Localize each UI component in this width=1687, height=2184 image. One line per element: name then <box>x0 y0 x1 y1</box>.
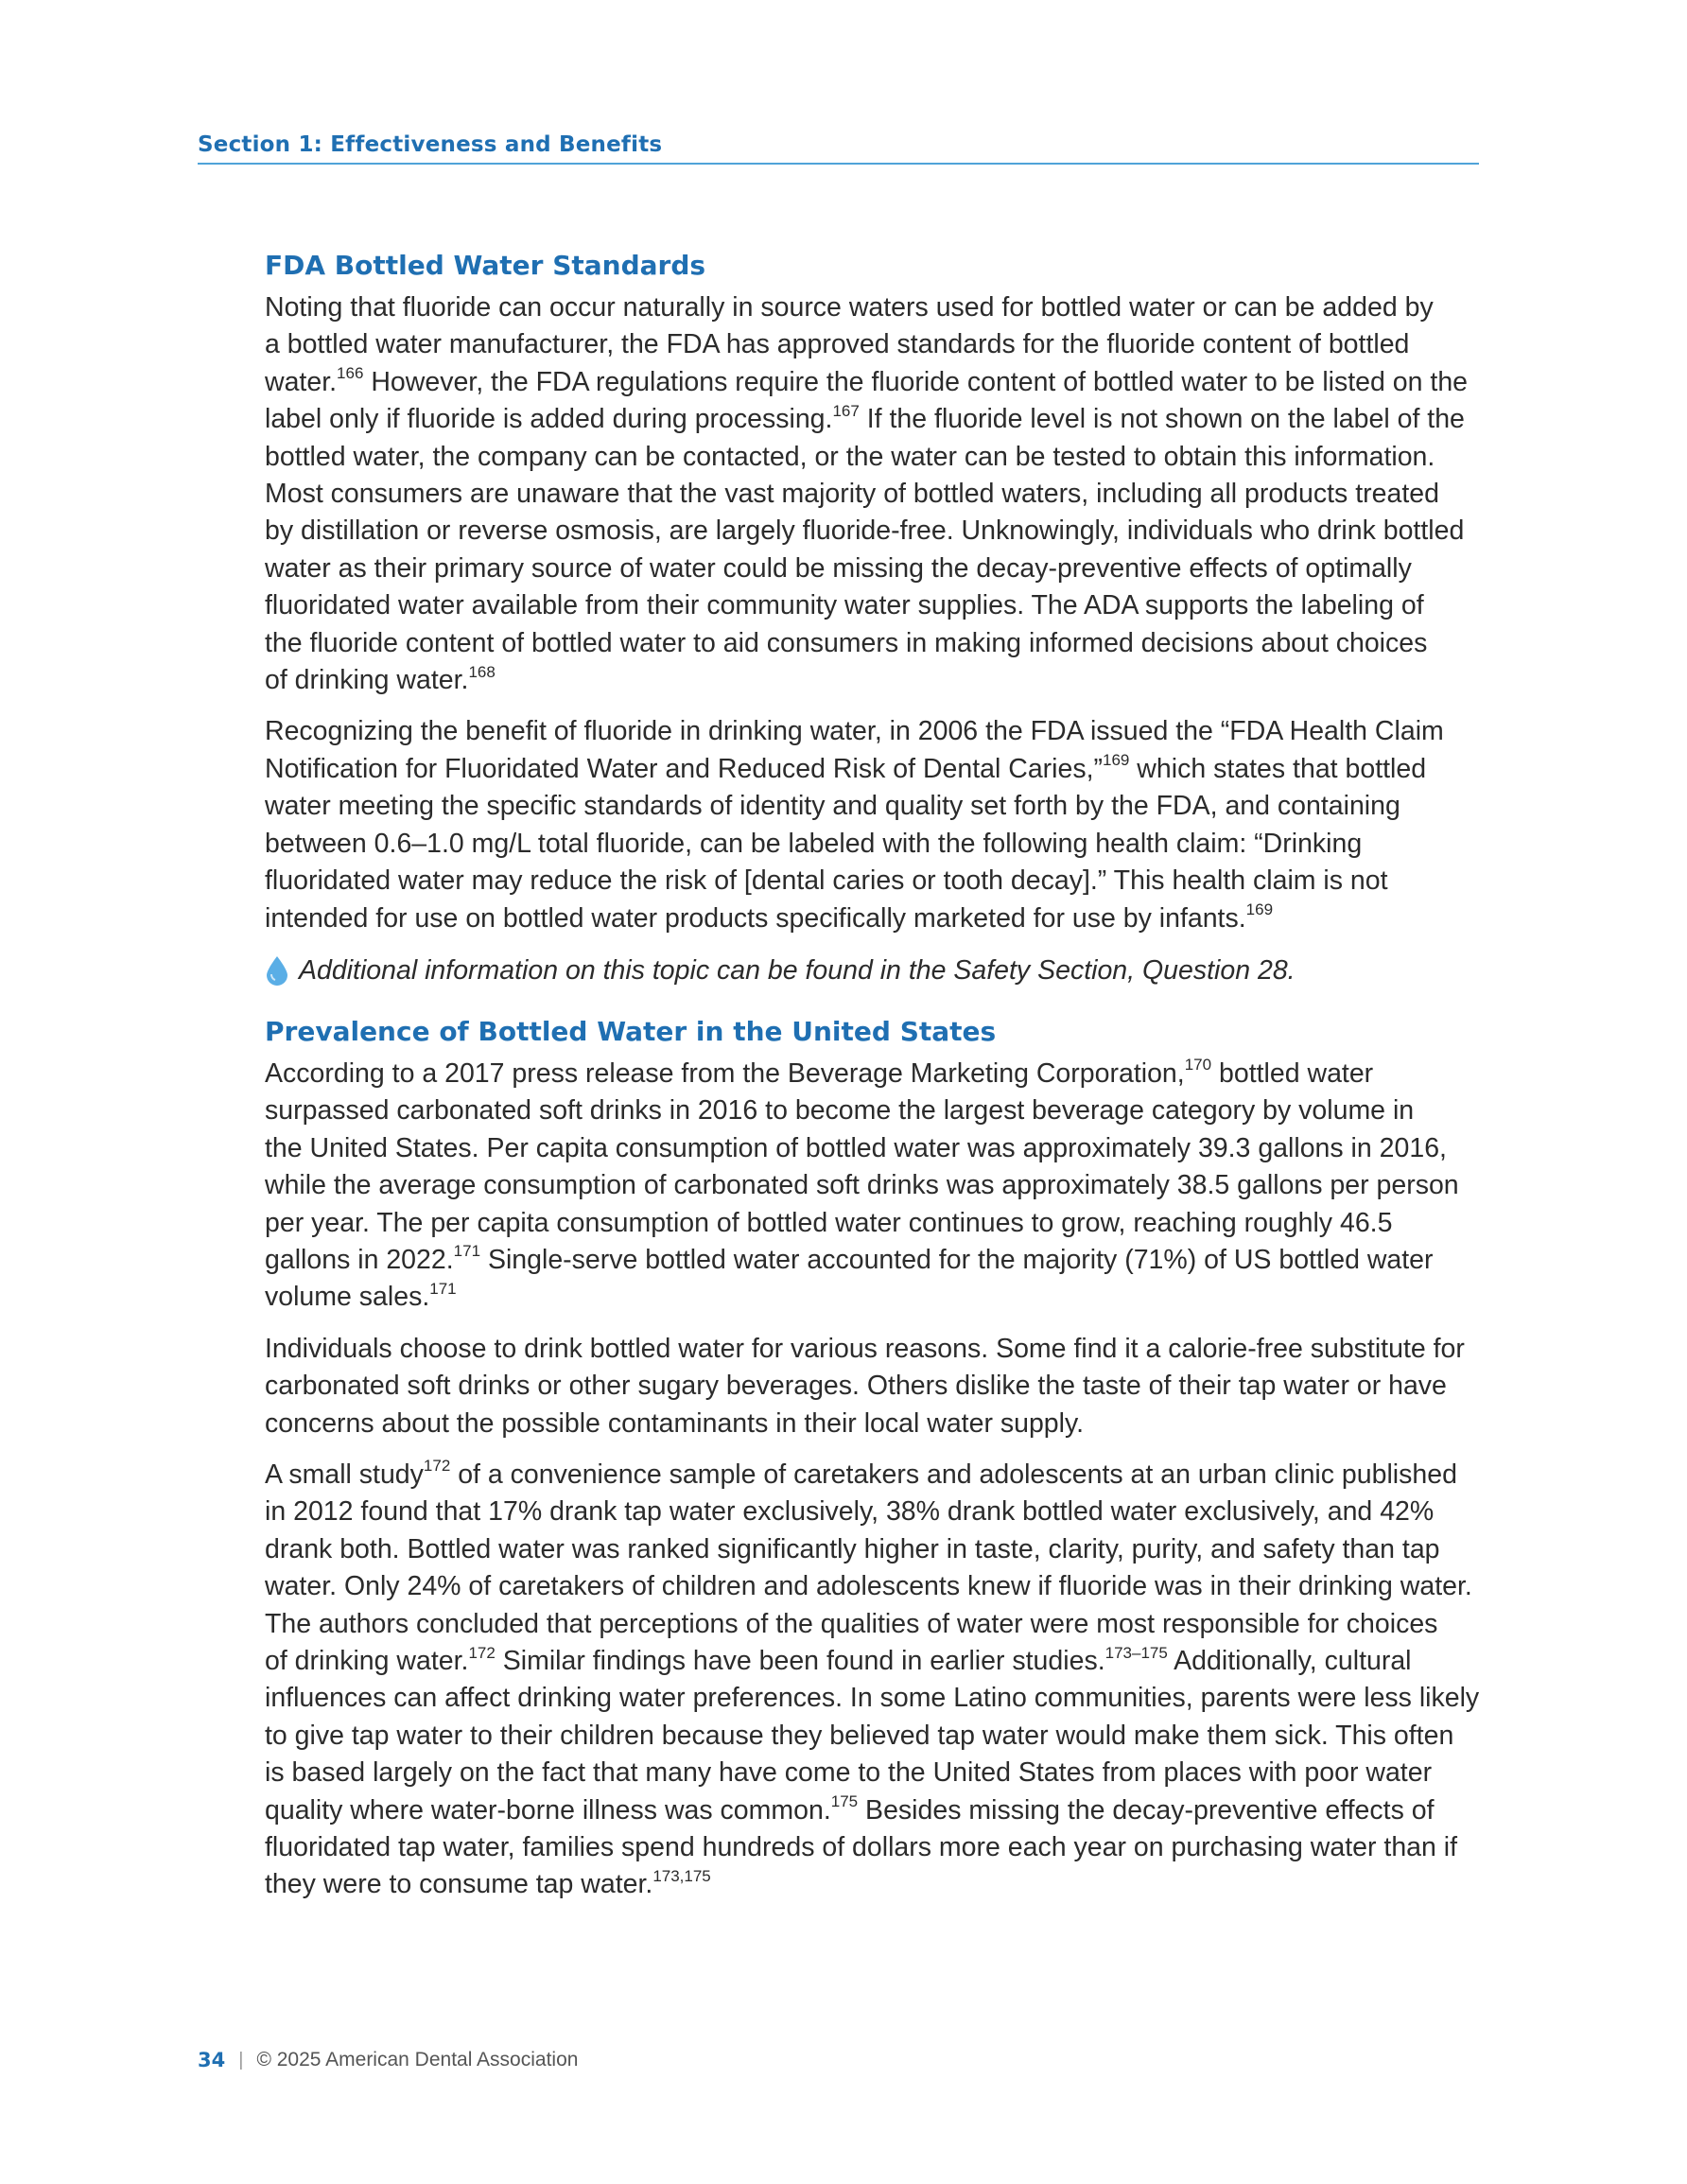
text-line: water as their primary source of water could be missing the decay-preventive effects of optimally <box>265 552 1412 584</box>
citation-superscript: 166 <box>337 364 364 383</box>
text-line: is based largely on the fact that many have come to the United States from places with poor water <box>265 1757 1433 1789</box>
note-text: Additional information on this topic can be found in the Safety Section, Question 28. <box>299 954 1296 986</box>
text-line: label only if fluoride is added during processing.$^{167}$ If the fluoride level is not shown on the label of the <box>265 401 1465 435</box>
footer-separator: | <box>238 2049 244 2070</box>
text-line: in 2012 found that 17% drank tap water exclusively, 38% drank bottled water exclusively, and 42% <box>265 1496 1435 1528</box>
text-line: Recognizing the benefit of fluoride in drinking water, in 2006 the FDA issued the “FDA Health Claim <box>265 716 1444 747</box>
text-line: Individuals choose to drink bottled water for various reasons. Some find it a calorie-free substitute for <box>265 1333 1465 1364</box>
heading-prevalence-of-bottled-water: Prevalence of Bottled Water in the United States <box>265 1015 997 1047</box>
citation-superscript: 175 <box>830 1792 859 1811</box>
text-line: by distillation or reverse osmosis, are largely fluoride-free. Unknowingly, individuals who drink bottled <box>265 515 1465 547</box>
copyright-text: © 2025 American Dental Association <box>256 2049 579 2070</box>
text-line: Notification for Fluoridated Water and Reduced Risk of Dental Caries,”$^{169}$ which states that bottled <box>265 751 1427 784</box>
text-line: The authors concluded that perceptions of the qualities of water were most responsible for choices <box>265 1608 1438 1639</box>
text-line: they were to consume tap water.$^{173,175}$ <box>265 1866 711 1900</box>
text-line: while the average consumption of carbonated soft drinks was approximately 38.5 gallons per person <box>265 1170 1459 1201</box>
cross-reference-note <box>265 952 1494 989</box>
text-line: drank both. Bottled water was ranked significantly higher in taste, clarity, purity, and safety than tap <box>265 1533 1440 1564</box>
main-content <box>265 248 1494 1918</box>
text-line: influences can affect drinking water preferences. In some Latino communities, parents were less likely <box>265 1683 1480 1714</box>
citation-superscript: 167 <box>832 401 860 420</box>
page-number: 34 <box>198 2049 226 2071</box>
text-line: of drinking water.$^{172}$ Similar findings have been found in earlier studies.$^{173-175}$ Additionally, cultural <box>265 1643 1412 1676</box>
text-line: the fluoride content of bottled water to aid consumers in making informed decisions about choices <box>265 627 1428 658</box>
citation-superscript: 170 <box>1184 1056 1212 1075</box>
text-line: volume sales.$^{171}$ <box>265 1279 457 1313</box>
citation-superscript: 169 <box>1103 751 1130 770</box>
text-line: water. Only 24% of caretakers of children and adolescents knew if fluoride was in their drinking water. <box>265 1571 1472 1602</box>
text-line: fluoridated tap water, families spend hundreds of dollars more each year on purchasing water than if <box>265 1832 1458 1863</box>
citation-superscript: 172 <box>423 1457 451 1476</box>
citation-superscript: 171 <box>429 1279 457 1298</box>
page-footer <box>198 2049 578 2071</box>
paragraph <box>265 289 1494 699</box>
text-line: of drinking water.$^{168}$ <box>265 662 496 696</box>
paragraph <box>265 1331 1494 1442</box>
heading-fda-bottled-water-standards: FDA Bottled Water Standards <box>265 250 706 281</box>
water-drop-icon <box>265 955 289 986</box>
text-line: concerns about the possible contaminants in their local water supply. <box>265 1407 1085 1439</box>
text-line: Noting that fluoride can occur naturally in source waters used for bottled water or can be added by <box>265 292 1434 323</box>
text-line: the United States. Per capita consumption of bottled water was approximately 39.3 gallons in 2016, <box>265 1132 1447 1163</box>
text-line: A small study$^{172}$ of a convenience sample of caretakers and adolescents at an urban clinic published <box>265 1457 1457 1490</box>
text-line: gallons in 2022.$^{171}$ Single-serve bottled water accounted for the majority (71%) of US bottled water <box>265 1242 1434 1275</box>
citation-superscript: 172 <box>468 1643 496 1662</box>
paragraph <box>265 1457 1494 1904</box>
text-line: quality where water-borne illness was common.$^{175}$ Besides missing the decay-preventive effects of <box>265 1792 1435 1826</box>
text-line: Most consumers are unaware that the vast majority of bottled waters, including all products treated <box>265 479 1439 510</box>
text-line: water meeting the specific standards of identity and quality set forth by the FDA, and containing <box>265 791 1400 822</box>
text-line: a bottled water manufacturer, the FDA has approved standards for the fluoride content of bottled <box>265 329 1410 360</box>
text-line: According to a 2017 press release from the Beverage Marketing Corporation,$^{170}$ bottled water <box>265 1056 1374 1089</box>
citation-superscript: 169 <box>1245 900 1274 918</box>
paragraph <box>265 1056 1494 1317</box>
text-line: water.$^{166}$ However, the FDA regulations require the fluoride content of bottled water to be listed on the <box>265 364 1469 397</box>
text-line: carbonated soft drinks or other sugary beverages. Others dislike the taste of their tap water or have <box>265 1371 1447 1402</box>
text-line: per year. The per capita consumption of bottled water continues to grow, reaching roughly 46.5 <box>265 1207 1393 1238</box>
citation-superscript: 168 <box>468 662 496 681</box>
section-header <box>198 132 1479 165</box>
text-line: surpassed carbonated soft drinks in 2016 to become the largest beverage category by volume in <box>265 1095 1415 1127</box>
text-line: to give tap water to their children because they believed tap water would make them sick. This often <box>265 1720 1454 1751</box>
citation-superscript: 173,175 <box>652 1866 711 1885</box>
text-line: fluoridated water may reduce the risk of [dental caries or tooth decay].” This health claim is not <box>265 865 1388 897</box>
text-line: bottled water, the company can be contacted, or the water can be tested to obtain this information. <box>265 441 1435 472</box>
text-line: between 0.6–1.0 mg/L total fluoride, can be labeled with the following health claim: “Drinking <box>265 828 1363 859</box>
citation-superscript: 173–175 <box>1104 1643 1168 1662</box>
section-title: Section 1: Effectiveness and Benefits <box>198 132 663 157</box>
citation-superscript: 171 <box>453 1242 481 1261</box>
paragraph <box>265 713 1494 936</box>
text-line: intended for use on bottled water products specifically marketed for use by infants.$^{169}$ <box>265 900 1274 934</box>
text-line: fluoridated water available from their community water supplies. The ADA supports the labeling of <box>265 590 1424 621</box>
